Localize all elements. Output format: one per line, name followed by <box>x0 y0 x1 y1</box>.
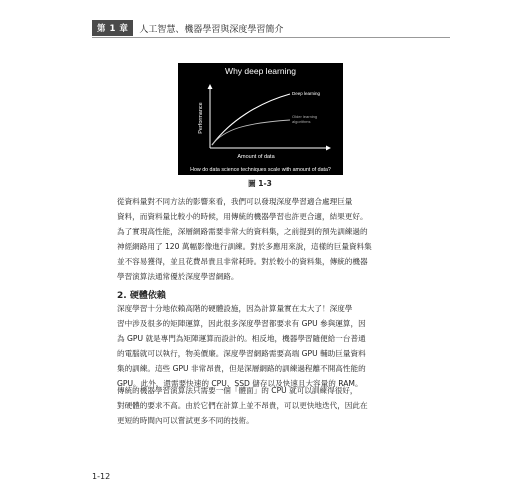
chapter-title: 人工智慧、機器學習與深度學習簡介 <box>139 24 284 35</box>
deep-learning-label: Deep learning <box>292 91 321 96</box>
text-line: 神經網路用了 120 萬幅影像進行訓練。對於多應用來說，這樣的巨量資料集 <box>117 242 372 251</box>
header-divider <box>92 37 450 38</box>
page-number: 1-12 <box>92 472 111 481</box>
section-title: 2. 硬體依賴 <box>117 291 166 301</box>
x-axis-label: Amount of data <box>237 154 275 160</box>
text-line: 傳統的機器學習演算法只需要一個「體面」的 CPU 就可以訓練得很好， <box>117 386 358 395</box>
text-line: 為 GPU 就是專門為矩陣運算而設計的。相反地，機器學習隨便給一台普通 <box>117 334 366 343</box>
figure-why-deep-learning <box>178 63 343 175</box>
chapter-badge: 第 1 章 <box>92 20 133 36</box>
chapter-header <box>92 20 283 36</box>
y-axis-label: Performance <box>198 102 204 134</box>
text-line: 並不容易獲得，並且花費昂貴且非常耗時。對於較小的資料集，傳統的機器 <box>117 257 368 266</box>
text-line: 學習演算法通常優於深度學習網路。 <box>117 272 239 281</box>
algorithms-label: algorithms <box>292 119 311 124</box>
text-line: 更短的時間內可以嘗試更多不同的技術。 <box>117 416 254 425</box>
text-line: 為了實現高性能，深層網路需要非常大的資料集，之前提到的預先訓練過的 <box>117 227 368 236</box>
text-line: 從資料量對不同方法的影響來看，我們可以發現深度學習適合處理巨量 <box>117 197 353 206</box>
text-line: 對硬體的要求不高。由於它們在計算上並不昂貴，可以更快地迭代，因此在 <box>117 401 368 410</box>
figure-title: Why deep learning <box>225 66 296 76</box>
text-line: GPU。此外，還需要快速的 CPU、SSD 儲存以及快速且大容量的 RAM。 <box>117 379 363 388</box>
text-line: 習中涉及很多的矩陣運算，因此很多深度學習都要求有 GPU 參與運算，因 <box>117 319 366 328</box>
figure-illustration <box>178 63 343 175</box>
text-line: 的電腦就可以執行，物美價廉。深度學習網路需要高端 GPU 輔助巨量資料 <box>117 349 366 358</box>
older-learning-label: Older learning <box>292 114 318 119</box>
text-line: 深度學習十分地依賴高階的硬體設施，因為計算量實在太大了！深度學 <box>117 304 353 313</box>
figure-caption: 圖 1-3 <box>248 179 272 188</box>
text-line: 集的訓練。這些 GPU 非常昂貴，但是深層網路的訓練過程離不開高性能的 <box>117 364 366 373</box>
paragraph-traditional-ml <box>117 383 413 428</box>
figure-question: How do data science techniques scale with amount of data? <box>190 167 331 173</box>
paragraph-data-volume <box>117 194 413 284</box>
paragraph-hardware <box>117 301 413 391</box>
text-line: 資料，而資料量比較小的時候，用傳統的機器學習也許更合適，結果更好。 <box>117 212 368 221</box>
